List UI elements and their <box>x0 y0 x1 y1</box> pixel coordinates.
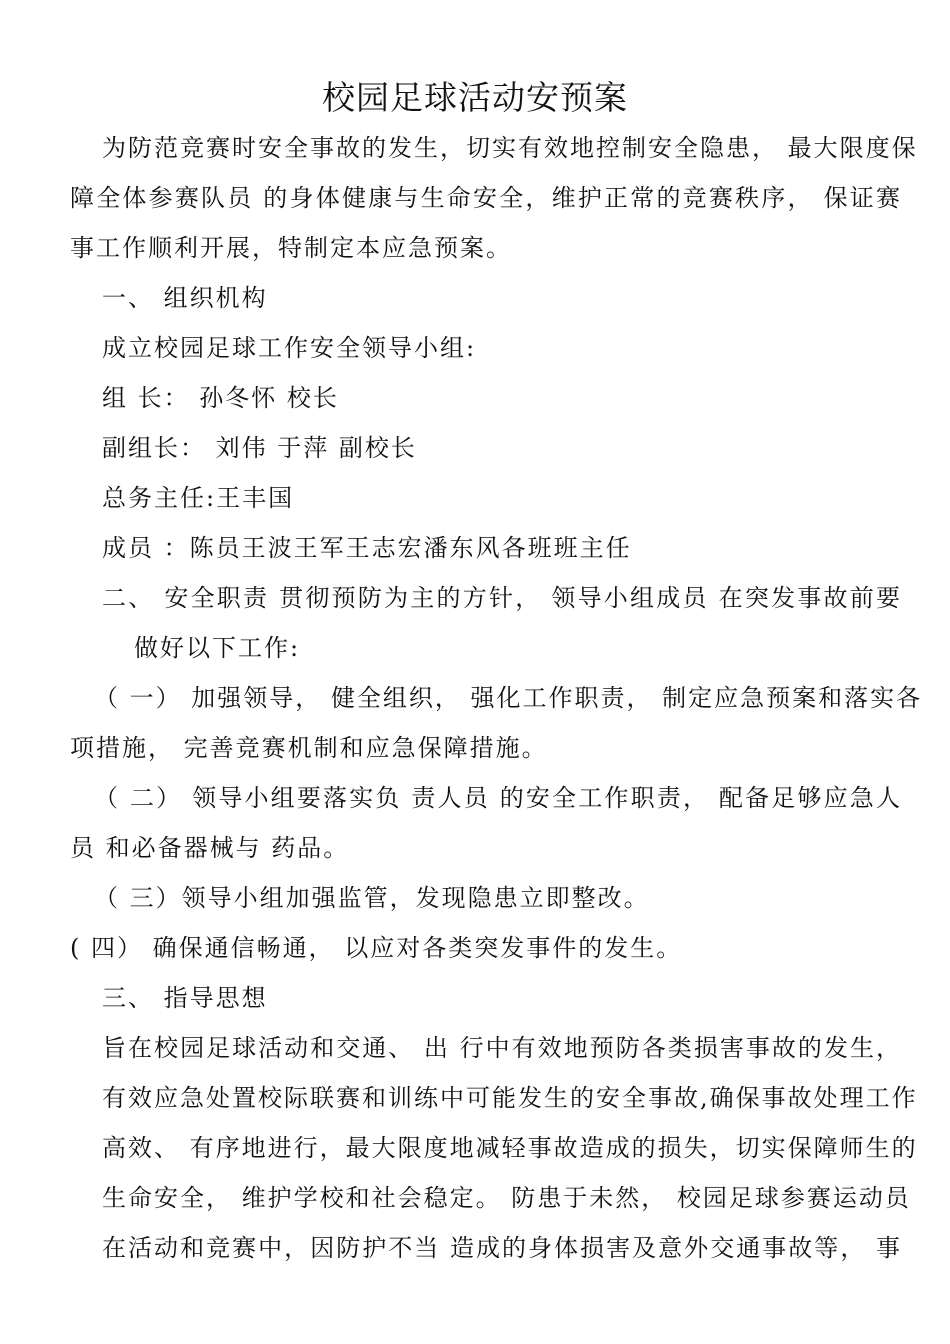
list-item-line: 项措施， 完善竞赛机制和应急保障措施。 <box>70 734 548 762</box>
list-item-line: （ 三）领导小组加强监管，发现隐患立即整改。 <box>94 884 650 912</box>
list-item-line: 员 和必备器械与 药品。 <box>70 834 350 862</box>
paragraph-line: 旨在校园足球活动和交通、 出 行中有效地预防各类损害事故的发生， <box>102 1034 902 1062</box>
paragraph-line: 组 长： 孙冬怀 校长 <box>102 384 339 412</box>
paragraph-line: 总务主任:王丰国 <box>102 484 295 512</box>
paragraph-line: 副组长： 刘伟 于萍 副校长 <box>102 434 417 462</box>
list-item-line: ( 四） 确保通信畅通， 以应对各类突发事件的发生。 <box>70 934 683 962</box>
paragraph-line: 障全体参赛队员 的身体健康与生命安全，维护正常的竞赛秩序， 保证赛 <box>70 184 902 212</box>
paragraph-line: 有效应急处置校际联赛和训练中可能发生的安全事故,确保事故处理工作 <box>102 1084 918 1112</box>
paragraph-line: 在活动和竞赛中，因防护不当 造成的身体损害及意外交通事故等， 事 <box>102 1234 902 1262</box>
paragraph-line: 生命安全， 维护学校和社会稳定。 防患于未然， 校园足球参赛运动员 <box>102 1184 911 1212</box>
paragraph-line: 成立校园足球工作安全领导小组: <box>102 334 477 362</box>
paragraph-line: 做好以下工作: <box>134 634 301 662</box>
paragraph-line: 高效、 有序地进行，最大限度地减轻事故造成的损失，切实保障师生的 <box>102 1134 918 1162</box>
list-item-line: （ 二） 领导小组要落实负 责人员 的安全工作职责， 配备足够应急人 <box>94 784 902 812</box>
section-heading: 一、 组织机构 <box>102 284 268 312</box>
section-heading: 二、 安全职责 贯彻预防为主的方针， 领导小组成员 在突发事故前要 <box>102 584 902 612</box>
paragraph-line: 成员 ：陈员王波王军王志宏潘东风各班班主任 <box>102 534 632 562</box>
section-heading: 三、 指导思想 <box>102 984 268 1012</box>
paragraph-line: 事工作顺利开展，特制定本应急预案。 <box>70 234 512 262</box>
list-item-line: （ 一） 加强领导， 健全组织， 强化工作职责， 制定应急预案和落实各 <box>94 684 923 712</box>
document-title: 校园足球活动安预案 <box>322 78 628 117</box>
paragraph-line: 为防范竞赛时安全事故的发生，切实有效地控制安全隐患， 最大限度保 <box>102 134 918 162</box>
